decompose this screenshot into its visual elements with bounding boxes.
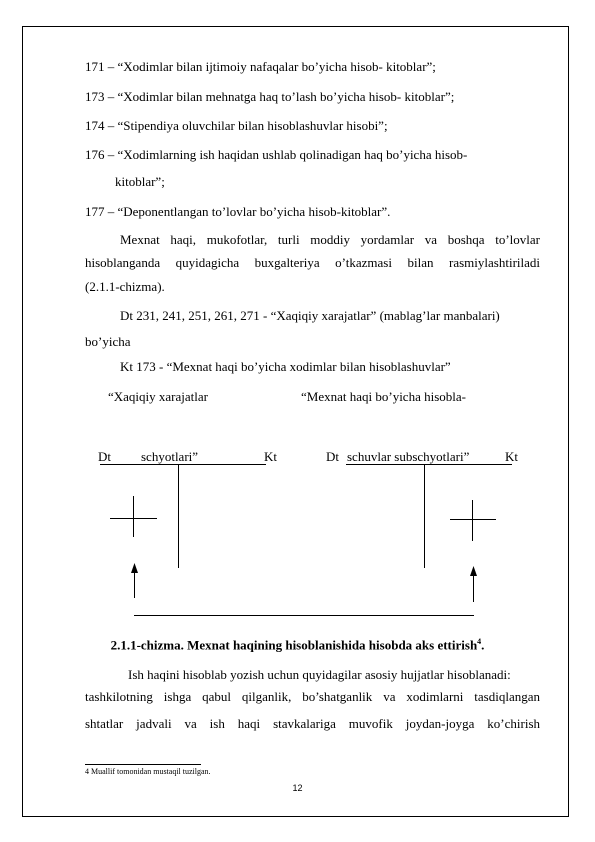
dt-entry-line: Dt 231, 241, 251, 261, 271 - “Xaqiqiy xarajatlar” (mablag’lar manbalari) [120,308,500,323]
right-kt-label: Kt [505,449,518,464]
para2-line1: Ish haqini hisoblab yozish uchun quyidagilar asosiy hujjatlar hisoblanadi: [128,667,511,682]
account-176-cont: kitoblar”; [115,174,165,189]
account-173: 173 – “Xodimlar bilan mehnatga haq to’lash bo’yicha hisob- kitoblar”; [85,89,455,104]
right-account-title: “Mexnat haqi bo’yicha hisobla- [301,389,466,404]
para2-line3: shtatlar jadvali va ish haqi stavkalariga muvofik joydan-joyga ko’chirish [85,716,540,731]
footnote-ref: 4 [477,637,482,646]
footnote: 4 Muallif tomonidan mustaqil tuzilgan. [85,767,211,776]
kt-entry-line: Kt 173 - “Mexnat haqi bo’yicha xodimlar bilan hisoblashuvlar” [120,359,451,374]
para2-line2: tashkilotning ishga qabul qilganlik, bo’shatganlik va xodimlarni tasdiqlangan [85,689,540,704]
footnote-rule [85,764,201,765]
left-subtitle: schyotlari” [141,449,199,464]
para1-line3: (2.1.1-chizma). [85,279,165,294]
right-arrow-head [470,566,477,576]
account-174: 174 – “Stipendiya oluvchilar bilan hisoblashuvlar hisobi”; [85,118,388,133]
left-account-title: “Xaqiqiy xarajatlar [108,389,208,404]
figure-caption: 2.1.1-chizma. Mexnat haqining hisoblanishida hisobda aks ettirish$^4$. [110,637,485,653]
account-177: 177 – “Deponentlangan to’lovlar bo’yicha hisob-kitoblar”. [85,204,391,219]
account-171: 171 – “Xodimlar bilan ijtimoiy nafaqalar bo’yicha hisob- kitoblar”; [85,59,436,74]
right-subtitle: schuvlar subschyotlari” [347,449,470,464]
para1-line1: Mexnat haqi, mukofotlar, turli moddiy yordamlar va boshqa to’lovlar [120,232,540,247]
dt-entry-line-cont: bo’yicha [85,334,131,349]
left-dt-label: Dt [98,449,111,464]
left-kt-label: Kt [264,449,277,464]
page-number: 12 [292,783,303,793]
para1-line2: hisoblanganda quyidagicha buxgalteriya o’tkazmasi bilan rasmiylashtiriladi [85,255,540,270]
left-arrow-head [131,563,138,573]
right-dt-label: Dt [326,449,339,464]
account-176: 176 – “Xodimlarning ish haqidan ushlab qolinadigan haq bo’yicha hisob- [85,147,468,162]
